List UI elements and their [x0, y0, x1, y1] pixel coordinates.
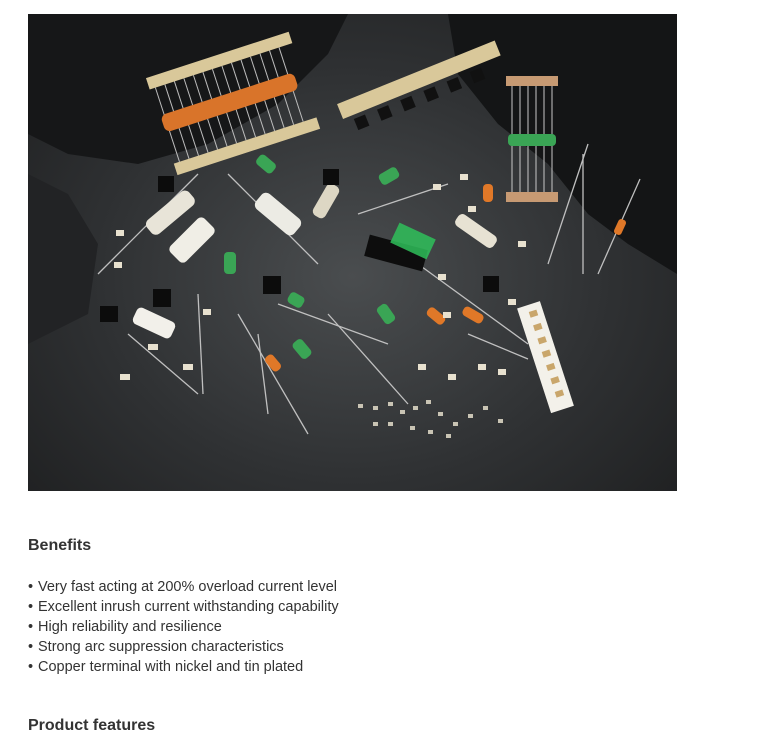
radial-fuse [100, 306, 118, 322]
radial-fuse [153, 289, 171, 307]
benefit-text: Excellent inrush current withstanding capability [38, 599, 339, 615]
cartridge-fuse [167, 215, 216, 264]
tiny-smd-chips [358, 400, 503, 438]
radial-fuse [263, 276, 281, 294]
smd-tape-strip [517, 301, 574, 413]
green-fuse [224, 252, 236, 274]
benefits-heading: Benefits [28, 537, 92, 554]
list-item [28, 577, 339, 597]
benefit-text: Strong arc suppression characteristics [38, 639, 284, 655]
bullet: • [28, 579, 34, 595]
green-fuse [254, 153, 277, 175]
benefit-text: Very fast acting at 200% overload current level [38, 579, 338, 595]
cartridge-fuse [131, 306, 177, 340]
product-photo [28, 14, 677, 491]
list-item [28, 597, 339, 617]
bullet: • [28, 599, 34, 615]
green-fuse [291, 337, 313, 360]
cartridge-fuse [453, 212, 499, 250]
bullet: • [28, 659, 34, 675]
radial-fuse [158, 176, 174, 192]
benefit-text: Copper terminal with nickel and tin plated [38, 659, 304, 675]
product-features-heading: Product features [28, 717, 156, 734]
orange-fuse [483, 184, 493, 202]
bullet: • [28, 619, 34, 635]
cartridge-fuse [311, 182, 341, 220]
radial-fuse [483, 276, 499, 292]
fabric-shape [28, 174, 98, 344]
green-fuse [375, 302, 396, 325]
fabric-shape [28, 14, 348, 164]
list-item [28, 637, 339, 657]
bullet: • [28, 639, 34, 655]
green-fuse [377, 166, 400, 186]
green-fuse [286, 291, 306, 309]
list-item [28, 657, 339, 677]
cartridge-fuse [252, 190, 303, 237]
benefits-list [28, 577, 339, 677]
list-item [28, 617, 339, 637]
fuses-illustration [28, 14, 677, 491]
orange-fuse [461, 305, 485, 325]
benefit-text: High reliability and resilience [38, 619, 222, 635]
radial-fuse [323, 169, 339, 185]
